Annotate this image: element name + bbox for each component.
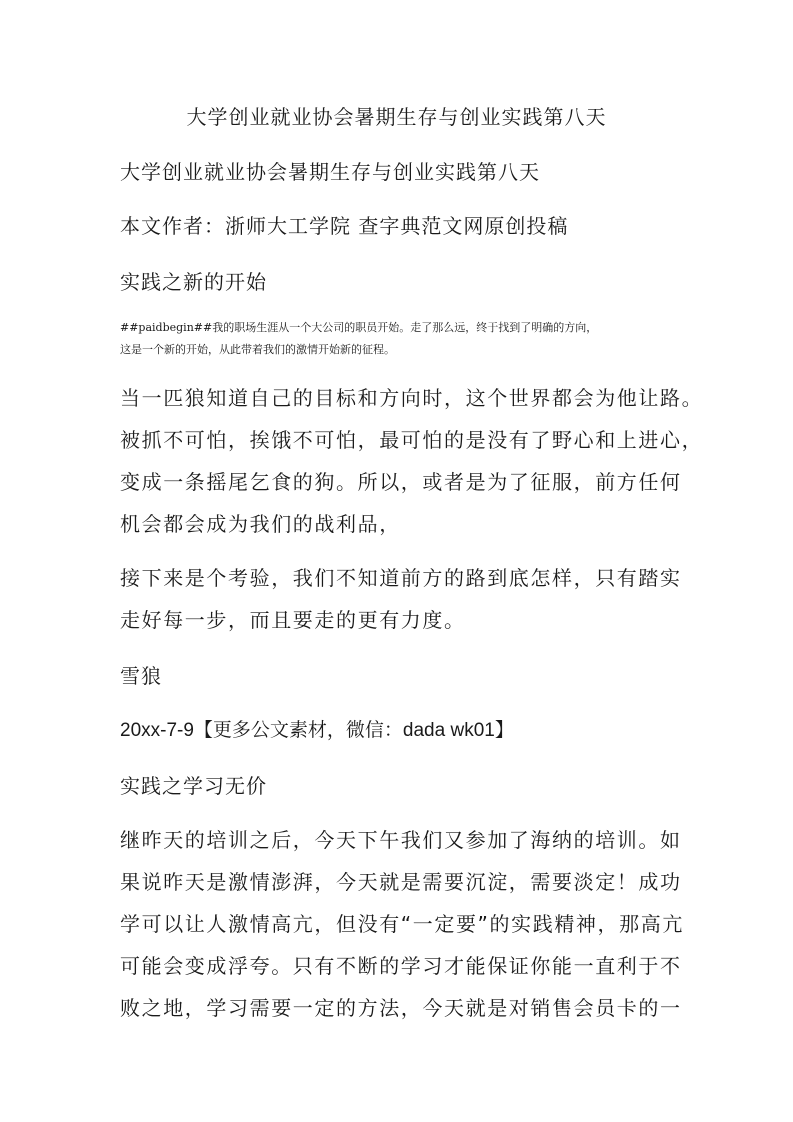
author-line: 本文作者：浙师大工学院 查字典范文网原创投稿: [120, 214, 569, 238]
paragraph-1-line-4: 机会都会成为我们的战利品，: [120, 512, 401, 536]
date-line: 20xx-7-9【更多公文素材，微信：dada wk01】: [120, 720, 514, 741]
document-title: 大学创业就业协会暑期生存与创业实践第八天: [186, 105, 607, 129]
paragraph-3-line-3: 学可以让人激情高亢，但没有“一定要”的实践精神，那高亢: [120, 912, 684, 936]
signature: 雪狼: [120, 664, 162, 688]
paragraph-3-line-5: 败之地，学习需要一定的方法，今天就是对销售会员卡的一: [120, 996, 682, 1020]
intro-small-line-1: ##paidbegin##我的职场生涯从一个大公司的职员开始。走了那么远，终于找到了明确的方向，: [120, 321, 598, 334]
section-heading-new-start: 实践之新的开始: [120, 270, 267, 294]
paragraph-3-line-1: 继昨天的培训之后，今天下午我们又参加了海纳的培训。如: [120, 828, 682, 852]
paragraph-3-line-2: 果说昨天是激情澎湃，今天就是需要沉淀，需要淡定！成功: [120, 870, 682, 894]
paragraph-2-line-2: 走好每一步，而且要走的更有力度。: [120, 608, 466, 632]
section-heading-learning: 实践之学习无价: [120, 774, 267, 798]
intro-small-line-2: 这是一个新的开始，从此带着我们的激情开始新的征程。: [120, 343, 395, 356]
document-subtitle: 大学创业就业协会暑期生存与创业实践第八天: [120, 160, 540, 184]
paragraph-1-line-1: 当一匹狼知道自己的目标和方向时，这个世界都会为他让路。: [120, 386, 704, 410]
paragraph-1-line-3: 变成一条摇尾乞食的狗。所以，或者是为了征服，前方任何: [120, 470, 682, 494]
paragraph-3-line-4: 可能会变成浮夸。只有不断的学习才能保证你能一直利于不: [120, 954, 682, 978]
paragraph-2-line-1: 接下来是个考验，我们不知道前方的路到底怎样，只有踏实: [120, 566, 682, 590]
paragraph-1-line-2: 被抓不可怕，挨饿不可怕，最可怕的是没有了野心和上进心，: [120, 428, 704, 452]
